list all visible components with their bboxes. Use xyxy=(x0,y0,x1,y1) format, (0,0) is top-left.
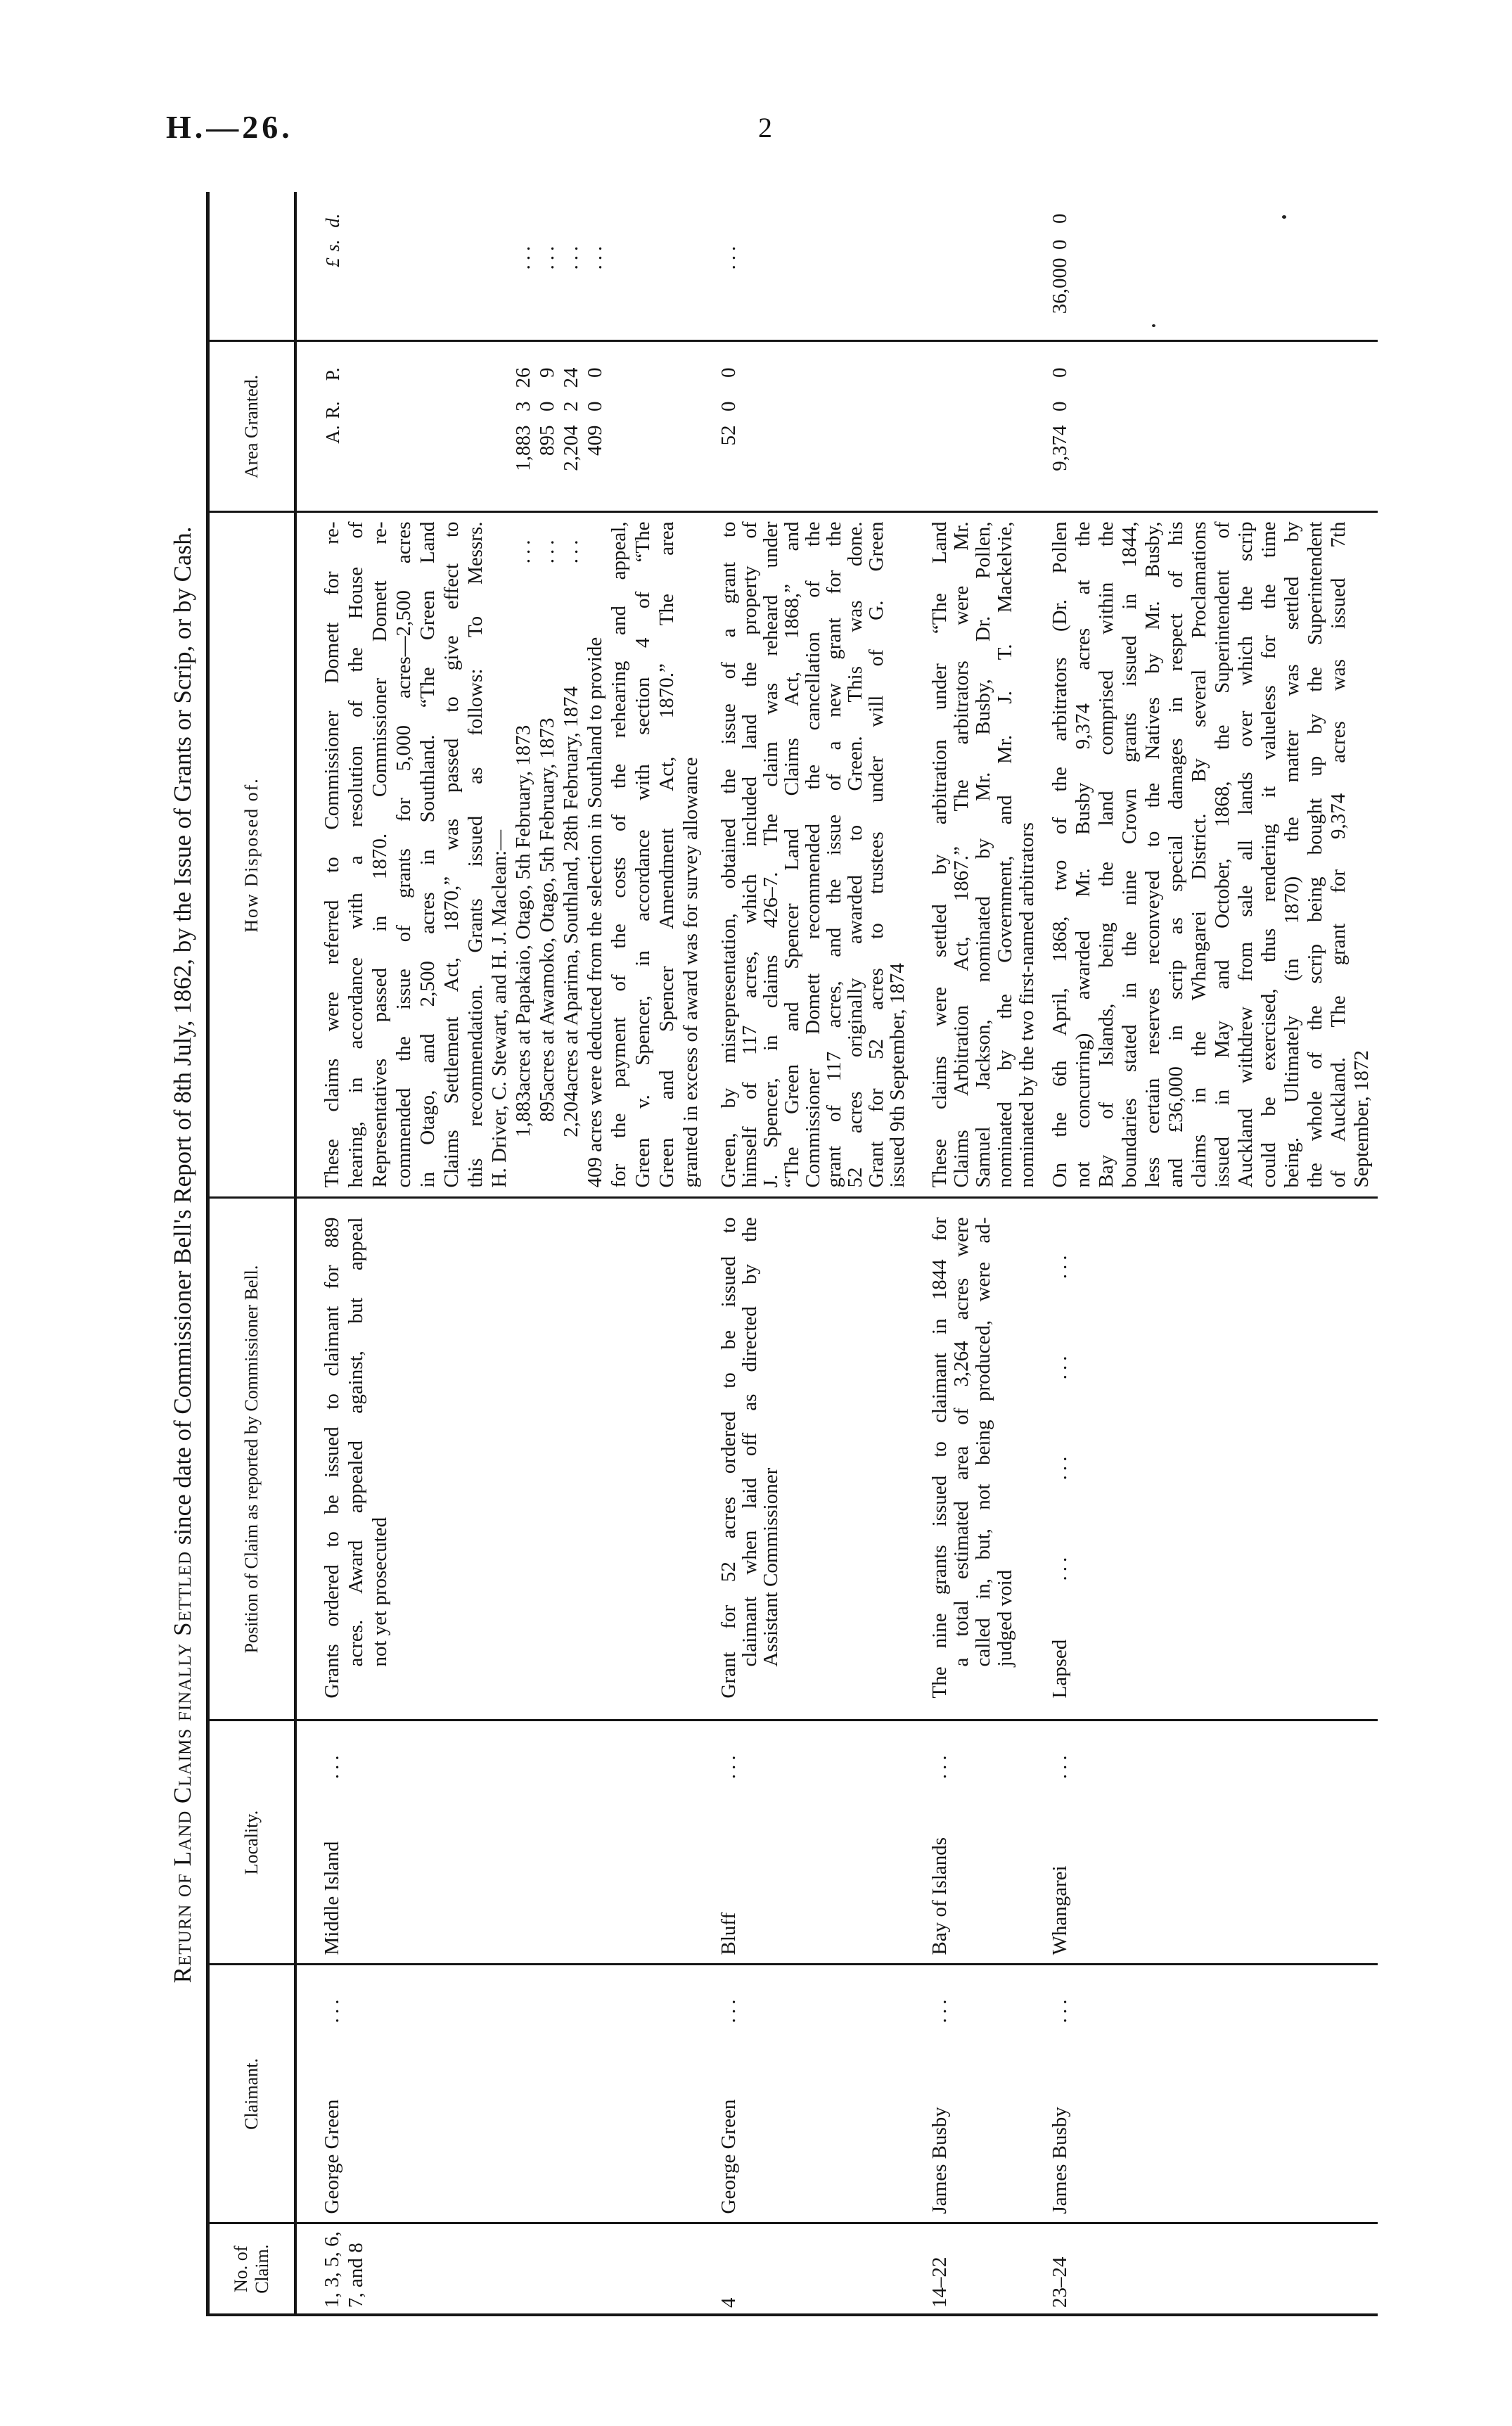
disposed-line: Green v. Spencer, in accordance with section 4 of “The xyxy=(631,521,654,1188)
disposed-line: nominated by the Government, and Mr. J. T. Mackelvie, xyxy=(993,521,1016,1188)
area-acres: 409 xyxy=(583,425,606,456)
disposed-line: boundaries stated in the nine Crown grants issued in 1844, xyxy=(1117,521,1141,1188)
unit-pounds: £ xyxy=(321,257,343,267)
unit-shillings: s. xyxy=(321,239,343,252)
locality-name: Bay of Islands xyxy=(928,1837,951,1955)
disposed-line: 409 acres were deducted from the selection in Southland to provide xyxy=(583,637,606,1188)
claim-no-line: 14–22 xyxy=(928,2256,951,2308)
claimant-name: James Busby xyxy=(1048,2107,1071,2214)
grant-line xyxy=(559,522,583,1188)
page-number: 2 xyxy=(758,112,772,143)
cell-compensation xyxy=(1040,192,1378,341)
position-line: called in, but, not being produced, were ad- xyxy=(971,1217,994,1667)
cell-claimant xyxy=(1040,1965,1378,2223)
area-value xyxy=(583,368,607,511)
cell-claimant xyxy=(703,1965,914,2223)
cell-claim-no xyxy=(914,2223,1040,2315)
cell-area-granted xyxy=(295,341,703,512)
area-acres: 895 xyxy=(535,425,558,456)
leader-dots: ... xyxy=(928,1995,951,2024)
cell-position xyxy=(295,1198,703,1720)
document-reference: H.—26. xyxy=(166,109,293,145)
area-value xyxy=(1049,368,1072,511)
title-rest: since date of Commissioner Bell's Report of 8th July, 1862, by the Issue of Grants or Scrip, or by Cash. xyxy=(169,526,196,1551)
leader-dots: ... xyxy=(320,1995,343,2024)
cell-area-granted xyxy=(1040,341,1378,512)
cell-position xyxy=(703,1198,914,1720)
position-line: Grant for 52 acres ordered to be issued to xyxy=(717,1217,740,1699)
nil-dots: ... xyxy=(583,241,606,270)
claim-no-line: 23–24 xyxy=(1048,2256,1071,2308)
leader-dots: ... xyxy=(559,535,582,564)
claimant-name: George Green xyxy=(320,2099,343,2214)
grant-acres: 895 xyxy=(535,1091,558,1122)
leader-dots: ... xyxy=(1048,1452,1071,1481)
locality-name: Whangarei xyxy=(1048,1865,1071,1955)
leader-dots: ... xyxy=(511,535,534,564)
area-perches: 24 xyxy=(559,367,582,388)
leader-dots: ... xyxy=(928,1751,951,1780)
claim-no-line: 4 xyxy=(717,2297,740,2308)
nil-dots: ... xyxy=(511,241,534,270)
leader-dots: ... xyxy=(1048,1751,1071,1780)
area-perches: 9 xyxy=(535,367,558,378)
disposed-line: These claims were settled by arbitration under “The Land xyxy=(928,521,951,1188)
disposed-line: Auckland withdrew from sale all lands over which the scrip xyxy=(1234,521,1257,1188)
position-line: not yet prosecuted xyxy=(368,1517,391,1667)
claim-no-line: 1, 3, 5, 6, xyxy=(320,2231,343,2308)
disposed-line: H. Driver, C. Stewart, and H. J. Maclean:— xyxy=(487,829,511,1188)
disposed-line: Samuel Jackson, nominated by Mr. Busby, Dr. Pollen, xyxy=(971,521,994,1188)
unit-acres: A. xyxy=(321,425,343,444)
comp-pence: 0 xyxy=(1048,213,1071,224)
cell-compensation xyxy=(914,192,1040,341)
leader-dots: ... xyxy=(320,1751,343,1780)
header-position: Position of Claim as reported by Commissioner Bell. xyxy=(208,1198,295,1720)
cell-how-disposed xyxy=(1040,512,1378,1198)
area-perches: 26 xyxy=(511,367,534,388)
cell-locality xyxy=(914,1720,1040,1965)
cell-locality xyxy=(295,1720,703,1965)
cell-compensation xyxy=(703,192,914,341)
disposed-line: nominated by the two first-named arbitrators xyxy=(1015,822,1038,1188)
header-claim-no-line2: Claim. xyxy=(251,2244,272,2294)
area-perches: 0 xyxy=(1048,367,1071,378)
disposed-line: 52 acres originally awarded to Green. This was done. xyxy=(843,521,866,1188)
cell-claimant xyxy=(295,1965,703,2223)
disposed-line: being. Ultimately (in 1870) the matter was settled by xyxy=(1280,521,1303,1188)
header-area-granted: Area Granted. xyxy=(208,341,295,512)
title-main: Return of Land Claims finally Settled xyxy=(169,1551,196,1984)
disposed-line: issued 9th September, 1874 xyxy=(885,963,909,1188)
leader-dots: ... xyxy=(717,1995,740,2024)
disposed-line: Claims Settlement Act, 1870,” was passed to give effect to xyxy=(440,521,463,1188)
leader-dots: ... xyxy=(717,1751,740,1780)
claimant-name: George Green xyxy=(717,2099,740,2214)
header-compensation xyxy=(208,192,295,341)
leader-dots: ... xyxy=(1048,1351,1071,1380)
compensation-units-row xyxy=(321,214,345,340)
unit-roods: R. xyxy=(321,401,343,419)
area-roods: 0 xyxy=(717,401,740,411)
area-value xyxy=(535,368,559,511)
leader-dots: ... xyxy=(535,535,558,564)
disposed-line: commended the issue of grants for 5,000 acres—2,500 acres xyxy=(392,521,415,1188)
cell-position xyxy=(914,1198,1040,1720)
cell-area-granted xyxy=(914,341,1040,512)
compensation-value xyxy=(1049,214,1072,340)
cell-claim-no xyxy=(295,2223,703,2315)
comp-shillings: 0 xyxy=(1048,239,1071,250)
grant-acres: 1,883 xyxy=(511,1091,534,1137)
position-line: judged void xyxy=(993,1569,1016,1667)
nil-dots: ... xyxy=(717,241,740,270)
disposed-line: Bay of Islands, being the land comprised within the xyxy=(1094,521,1117,1188)
area-acres: 9,374 xyxy=(1048,425,1071,471)
disposed-line: J. Spencer, in claims 426–7. The claim was reheard under xyxy=(759,521,782,1188)
table-row xyxy=(295,192,703,2315)
position-label: Lapsed xyxy=(1048,1639,1071,1699)
area-value xyxy=(718,368,739,511)
locality-name: Middle Island xyxy=(320,1841,343,1955)
disposed-line: granted in excess of award was for survey allowance xyxy=(679,757,702,1188)
cell-locality xyxy=(703,1720,914,1965)
cell-locality xyxy=(1040,1720,1378,1965)
header-claim-no xyxy=(208,2223,295,2315)
disposed-line: On the 6th April, 1868, two of the arbitrators (Dr. Pollen xyxy=(1048,521,1071,1188)
table-row xyxy=(703,192,914,2315)
locality-name: Bluff xyxy=(717,1912,740,1955)
disposed-line: not concurring) awarded Mr. Busby 9,374 acres at the xyxy=(1071,521,1094,1188)
disposed-line: the whole of the scrip being bought up by the Superintendent xyxy=(1303,521,1326,1188)
position-line: Assistant Commissioner xyxy=(759,1467,782,1667)
cell-how-disposed xyxy=(914,512,1040,1198)
position-line: acres. Award appealed against, but appeal xyxy=(344,1217,367,1667)
leader-dots: ... xyxy=(1048,1251,1071,1279)
disposed-line: issued in May and October, 1868, the Superintendent of xyxy=(1210,521,1234,1188)
area-perches: 0 xyxy=(583,367,606,378)
area-value xyxy=(511,368,535,511)
cell-claim-no xyxy=(1040,2223,1378,2315)
disposed-line: Green, by misrepresentation, obtained the issue of a grant to xyxy=(717,521,740,1188)
disposed-line: for the payment of the costs of the rehearing and appeal, xyxy=(607,521,630,1188)
disposed-line: Grant for 52 acres to trustees under will of G. Green xyxy=(864,521,888,1188)
grant-text: acres at Aparima, Southland, 28th February, 1874 xyxy=(559,686,582,1092)
area-units-row xyxy=(321,368,345,511)
cell-area-granted xyxy=(703,341,914,512)
disposed-line: claims in the Whangarei District. By several Proclamations xyxy=(1187,521,1210,1188)
disposed-line: Green and Spencer Amendment Act, 1870.” The area xyxy=(655,521,678,1188)
cell-claim-no xyxy=(703,2223,914,2315)
area-acres: 52 xyxy=(717,425,740,446)
land-claims-table xyxy=(206,192,1378,2316)
cell-compensation xyxy=(295,192,703,341)
area-roods: 0 xyxy=(535,401,558,411)
leader-dots: ... xyxy=(1048,1552,1071,1581)
disposed-line: Claims Arbitration Act, 1867.” The arbitrators were Mr. xyxy=(949,521,973,1188)
rotated-table-region xyxy=(164,193,1373,2316)
disposed-line: in Otago, and 2,500 acres in Southland. “The Green Land xyxy=(416,521,439,1188)
area-perches: 0 xyxy=(717,367,740,378)
table-title xyxy=(164,193,205,2316)
position-line: Grants ordered to be issued to claimant for 889 xyxy=(320,1217,343,1699)
table-row xyxy=(1040,192,1378,2315)
area-acres: 2,204 xyxy=(559,425,582,471)
disposed-line: and £36,000 in scrip as special damages in respect of his xyxy=(1164,521,1187,1188)
disposed-line: hearing, in accordance with a resolution of the House of xyxy=(344,521,367,1188)
comp-pounds: 36,000 xyxy=(1048,257,1071,314)
cell-how-disposed xyxy=(703,512,914,1198)
cell-claimant xyxy=(914,1965,1040,2223)
disposed-line: of Auckland. The grant for 9,374 acres was issued 7th xyxy=(1326,521,1350,1188)
disposed-line: Commissioner Domett recommended the cancellation of the xyxy=(801,521,824,1188)
header-claimant: Claimant. xyxy=(208,1965,295,2223)
disposed-line: Representatives passed in 1870. Commissioner Domett re- xyxy=(368,521,391,1188)
position-line: a total estimated area of 3,264 acres were xyxy=(949,1217,973,1667)
header-disposed: How Disposed of. xyxy=(208,512,295,1198)
area-roods: 2 xyxy=(559,401,582,411)
unit-pence: d. xyxy=(321,213,343,228)
cell-position xyxy=(1040,1198,1378,1720)
claim-no-line: 7, and 8 xyxy=(344,2242,367,2308)
grant-text: acres at Papakaio, Otago, 5th February, 1873 xyxy=(511,724,534,1092)
grant-line xyxy=(511,522,535,1188)
disposed-line: this recommendation. Grants issued as follows: To Messrs. xyxy=(463,521,487,1188)
position-line: claimant when laid off as directed by the xyxy=(738,1217,761,1667)
grant-text: acres at Awamoko, Otago, 5th February, 1873 xyxy=(535,717,558,1092)
disposed-line: less certain reserves reconveyed to the Natives by Mr. Busby, xyxy=(1141,521,1164,1188)
position-line: The nine grants issued to claimant in 1844 for xyxy=(928,1217,951,1699)
area-roods: 0 xyxy=(1048,401,1071,411)
disposed-line: These claims were referred to Commissioner Domett for re- xyxy=(320,521,343,1188)
header-row xyxy=(208,192,295,2315)
grant-acres: 2,204 xyxy=(559,1091,582,1137)
claimant-name: James Busby xyxy=(928,2107,951,2214)
table-row xyxy=(914,192,1040,2315)
disposed-line: September, 1872 xyxy=(1350,1050,1373,1188)
leader-dots: ... xyxy=(1048,1995,1071,2024)
cell-how-disposed xyxy=(295,512,703,1198)
nil-dots: ... xyxy=(535,241,558,270)
disposed-line: “The Green and Spencer Land Claims Act, 1868,” and xyxy=(780,521,803,1188)
header-locality: Locality. xyxy=(208,1720,295,1965)
position-line xyxy=(1049,1237,1072,1699)
area-roods: 0 xyxy=(583,401,606,411)
grant-line xyxy=(535,522,559,1188)
area-acres: 1,883 xyxy=(511,425,534,471)
nil-dots: ... xyxy=(559,241,582,270)
disposed-line: himself of 117 acres, which included land the property of xyxy=(738,521,761,1188)
unit-perches: P. xyxy=(321,367,343,381)
disposed-line: grant of 117 acres, and the issue of a new grant for the xyxy=(822,521,845,1188)
area-roods: 3 xyxy=(511,401,534,411)
header-claim-no-line1: No. of xyxy=(230,2245,251,2292)
disposed-line: could be exercised, thus rendering it valueless for the time xyxy=(1257,521,1280,1188)
area-value xyxy=(559,368,583,511)
